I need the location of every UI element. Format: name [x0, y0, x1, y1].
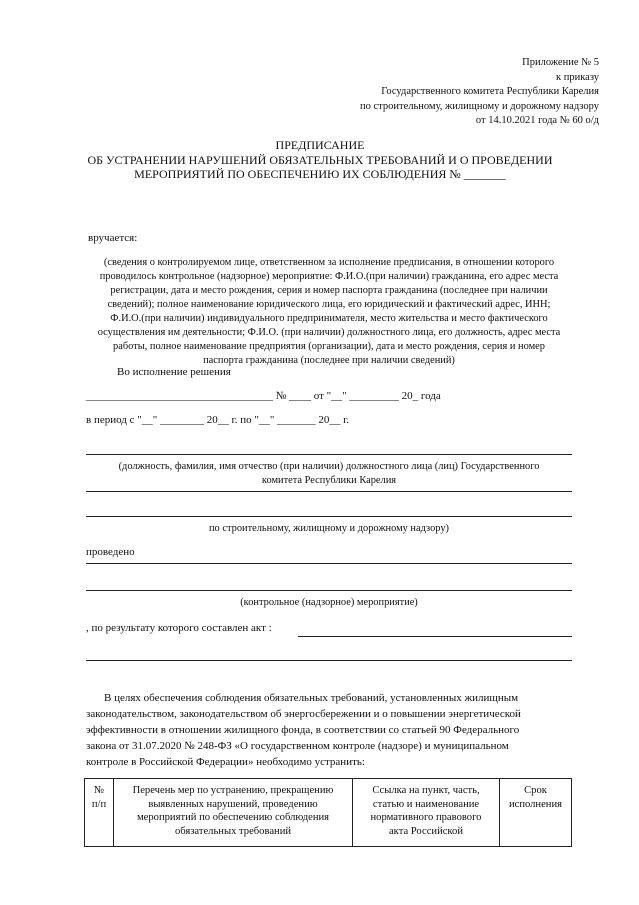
- annex-header: [299, 56, 599, 129]
- title-line: ПРЕДПИСАНИЕ: [275, 138, 365, 152]
- col-number-header: № п/п: [85, 779, 114, 847]
- execution-label: Во исполнение решения: [117, 366, 231, 378]
- measures-table: [84, 778, 572, 847]
- paragraph-line: эффективности в отношении жилищного фонда, в соответствии со статьей 90 Федерального: [86, 724, 520, 736]
- official-caption-2: комитета Республики Карелия: [261, 475, 397, 486]
- paragraph-line: контроле в Российской Федерации» необходимо устранить:: [86, 756, 365, 768]
- event-line: [86, 590, 572, 591]
- note-line: Ф.И.О.(при наличии) индивидуального предпринимателя, место жительства и место фактического: [110, 313, 548, 324]
- served-label: вручается:: [88, 232, 138, 244]
- committee-caption: по строительному, жилищному и дорожному надзору): [209, 523, 449, 534]
- note-line: (сведения о контролируемом лице, ответственном за исполнение предписания, в отношении которого: [103, 257, 555, 268]
- official-line-2: [86, 491, 572, 492]
- official-line-3: [86, 516, 572, 517]
- title-line: ОБ УСТРАНЕНИИ НАРУШЕНИЙ ОБЯЗАТЕЛЬНЫХ ТРЕБОВАНИЙ И О ПРОВЕДЕНИИ: [87, 152, 553, 167]
- act-label: , по результату которого составлен акт :: [86, 622, 272, 634]
- note-line: паспорта гражданина (последнее при наличии сведений): [203, 355, 455, 366]
- recipient-note: [86, 256, 572, 368]
- paragraph-line: законодательством, законодательством об энергосбережении и о повышении энергетической: [86, 708, 521, 720]
- decision-line: __________________________________ № ____ от "__" _________ 20_ года: [86, 390, 441, 402]
- col-measures-header: Перечень мер по устранению, прекращению выявленных нарушений, проведению мероприятий по обеспечению соблюдения обязательных требований: [114, 779, 353, 847]
- official-line: [86, 454, 572, 455]
- annex-line: от 14.10.2021 года № 60 о/д: [475, 115, 599, 126]
- requirements-paragraph: [86, 690, 572, 770]
- table-header-row: [85, 779, 572, 847]
- title-line: МЕРОПРИЯТИЙ ПО ОБЕСПЕЧЕНИЮ ИХ СОБЛЮДЕНИЯ № _______: [134, 167, 506, 181]
- col-deadline-header: Срок исполнения: [500, 779, 572, 847]
- paragraph-line: В целях обеспечения соблюдения обязательных требований, установленных жилищным: [104, 692, 519, 704]
- annex-line: по строительному, жилищному и дорожному надзору: [359, 100, 599, 112]
- note-line: работы, полное наименование предприятия (организации), дата и место рождения, серия и номер: [113, 341, 545, 352]
- paragraph-line: закона от 31.07.2020 № 248-ФЗ «О государственном контроле (надзоре) и муниципальном: [86, 740, 509, 752]
- period-line: в период с "__" ________ 20__ г. по "__" _______ 20__ г.: [86, 414, 350, 426]
- annex-line: Государственного комитета Республики Карелия: [381, 86, 599, 97]
- note-line: регистрации, дата и место рождения, серия и номер паспорта гражданина (последнее при наличии: [110, 285, 548, 296]
- note-line: сведений); полное наименование юридического лица, его юридический и фактический адрес, ИНН;: [107, 299, 551, 310]
- note-line: проводилось контрольное (надзорное) мероприятие: Ф.И.О.(при наличии) гражданина, его адрес места: [99, 271, 559, 282]
- note-line: осуществления им деятельности; Ф.И.О. (при наличии) должностного лица, его должность, адрес места: [97, 327, 561, 338]
- event-caption: (контрольное (надзорное) мероприятие): [240, 597, 418, 608]
- conducted-label: проведено: [86, 546, 135, 558]
- act-line: [298, 636, 572, 637]
- col-reference-header: Ссылка на пункт, часть, статью и наименование нормативного правового акта Российской: [353, 779, 500, 847]
- act-line-2: [86, 660, 572, 661]
- annex-line: к приказу: [556, 71, 599, 83]
- conducted-line: [86, 563, 572, 564]
- annex-line: Приложение № 5: [522, 57, 599, 68]
- official-caption: (должность, фамилия, имя отчество (при наличии) должностного лица (лиц) Государственного: [118, 461, 540, 472]
- document-title: [60, 138, 580, 182]
